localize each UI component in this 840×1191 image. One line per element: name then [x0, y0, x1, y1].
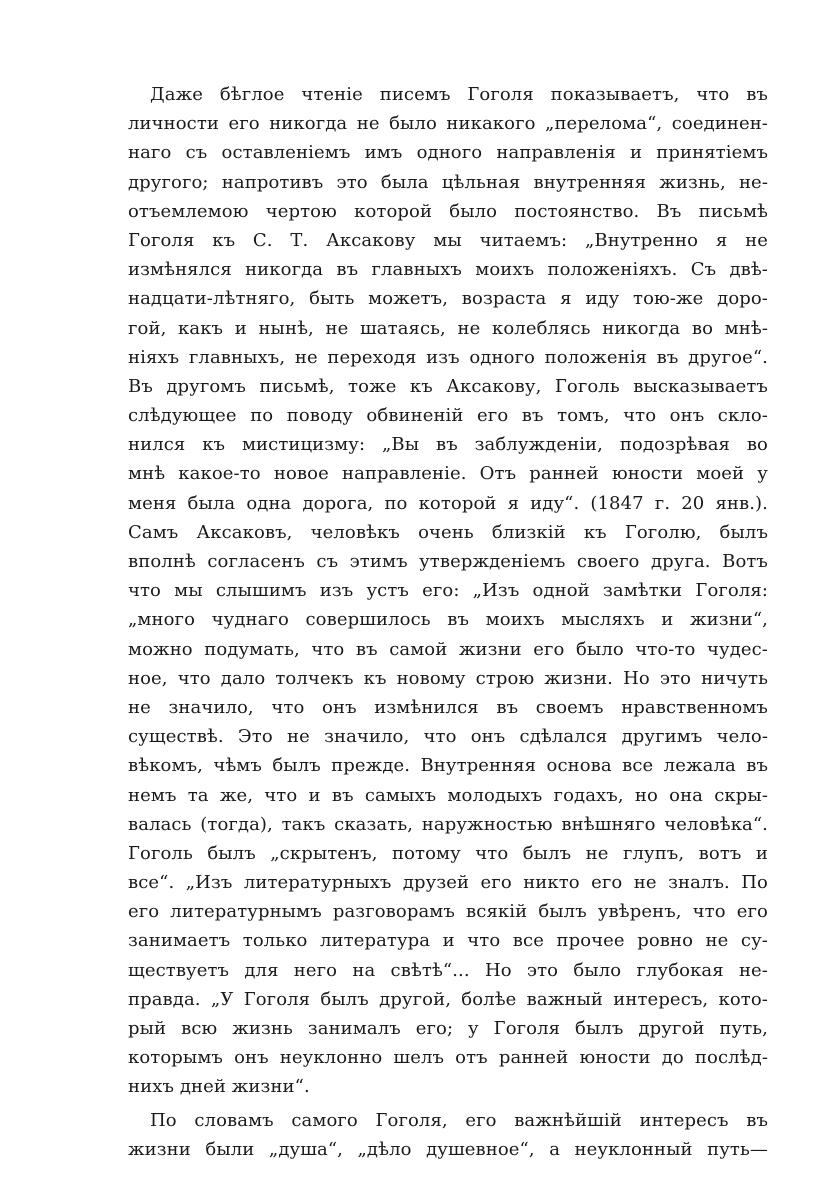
text-line: Гоголя къ С. Т. Аксакову мы читаемъ: „Внутренно я не: [128, 229, 768, 251]
text-line: все“. „Изъ литературныхъ друзей его никто его не зналъ. По: [128, 872, 768, 894]
text-line: меня была одна дорога, по которой я иду“. (1847 г. 20 янв.).: [128, 492, 768, 514]
text-line: слѣдующее по поводу обвиненій его въ томъ, что онъ скло-: [128, 405, 768, 427]
text-line: ществуетъ для него на свѣтѣ“... Но это было глубокая не-: [128, 959, 768, 981]
text-line: другого; напротивъ это была цѣльная внутренняя жизнь, не-: [128, 171, 768, 193]
text-line: можно подумать, что въ самой жизни его было что-то чудес-: [128, 638, 768, 660]
text-line: ное, что дало толчекъ къ новому строю жизни. Но это ничуть: [128, 667, 768, 689]
text-line: мнѣ какое-то новое направленіе. Отъ ранней юности моей у: [128, 463, 768, 485]
text-line: нихъ дней жизни“.: [128, 1076, 310, 1098]
text-line: гой, какъ и нынѣ, не шатаясь, не колеблясь никогда во мнѣ-: [128, 317, 768, 339]
text-line: жизни были „душа“, „дѣло душевное“, а неуклонный путь—: [128, 1138, 768, 1160]
text-line: правда. „У Гоголя былъ другой, болѣе важный интересъ, кото-: [128, 988, 768, 1010]
text-line: Гоголь былъ „скрытенъ, потому что былъ не глупъ, вотъ и: [128, 842, 768, 864]
text-line: которымъ онъ неуклонно шелъ отъ ранней юности до послѣд-: [128, 1047, 768, 1069]
paragraph-2: [128, 1106, 768, 1164]
text-line: нился къ мистицизму: „Вы въ заблужденіи, подозрѣвая во: [128, 434, 768, 456]
text-line: существѣ. Это не значило, что онъ сдѣлался другимъ чело-: [128, 726, 768, 748]
text-line: немъ та же, что и въ самыхъ молодыхъ годахъ, но она скры-: [128, 784, 768, 806]
text-line: рый всю жизнь занималъ его; у Гоголя былъ другой путь,: [128, 1018, 768, 1039]
text-line: Даже бѣглое чтеніе писемъ Гоголя показываетъ, что въ: [150, 84, 768, 105]
text-line: Самъ Аксаковъ, человѣкъ очень близкій къ Гоголю, былъ: [128, 521, 768, 543]
text-line: наго съ оставленіемъ имъ одного направленія и принятіемъ: [128, 142, 768, 164]
text-line: что мы слышимъ изъ устъ его: „Изъ одной замѣтки Гоголя:: [128, 580, 768, 602]
text-line: ніяхъ главныхъ, не переходя изъ одного положенія въ другое“.: [128, 346, 768, 368]
paragraph-1: [128, 80, 768, 1102]
text-line: надцати-лѣтняго, быть можетъ, возраста я иду тою-же доро-: [128, 288, 768, 310]
text-line: не значило, что онъ измѣнился въ своемъ нравственномъ: [128, 696, 768, 718]
text-line: измѣнялся никогда въ главныхъ моихъ положеніяхъ. Съ двѣ-: [128, 259, 768, 281]
text-line: вполнѣ согласенъ съ этимъ утвержденіемъ своего друга. Вотъ: [128, 551, 768, 572]
text-line: Въ другомъ письмѣ, тоже къ Аксакову, Гоголь высказываетъ: [128, 375, 768, 397]
text-line: По словамъ самого Гоголя, его важнѣйшій интересъ въ: [150, 1109, 768, 1131]
text-line: вѣкомъ, чѣмъ былъ прежде. Внутренняя основа все лежала въ: [128, 755, 768, 777]
text-line: отъемлемою чертою которой было постоянство. Въ письмѣ: [128, 200, 768, 222]
text-line: личности его никогда не было никакого „перелома“, соединен-: [128, 113, 768, 135]
page-text: [128, 80, 768, 1164]
text-line: валась (тогда), такъ сказать, наружностью внѣшняго человѣка“.: [128, 813, 768, 835]
text-line: занимаетъ только литература и что все прочее ровно не су-: [128, 930, 768, 952]
text-line: „много чуднаго совершилось въ моихъ мысляхъ и жизни“,: [128, 609, 768, 631]
text-line: его литературнымъ разговорамъ всякій былъ увѣренъ, что его: [128, 901, 768, 923]
